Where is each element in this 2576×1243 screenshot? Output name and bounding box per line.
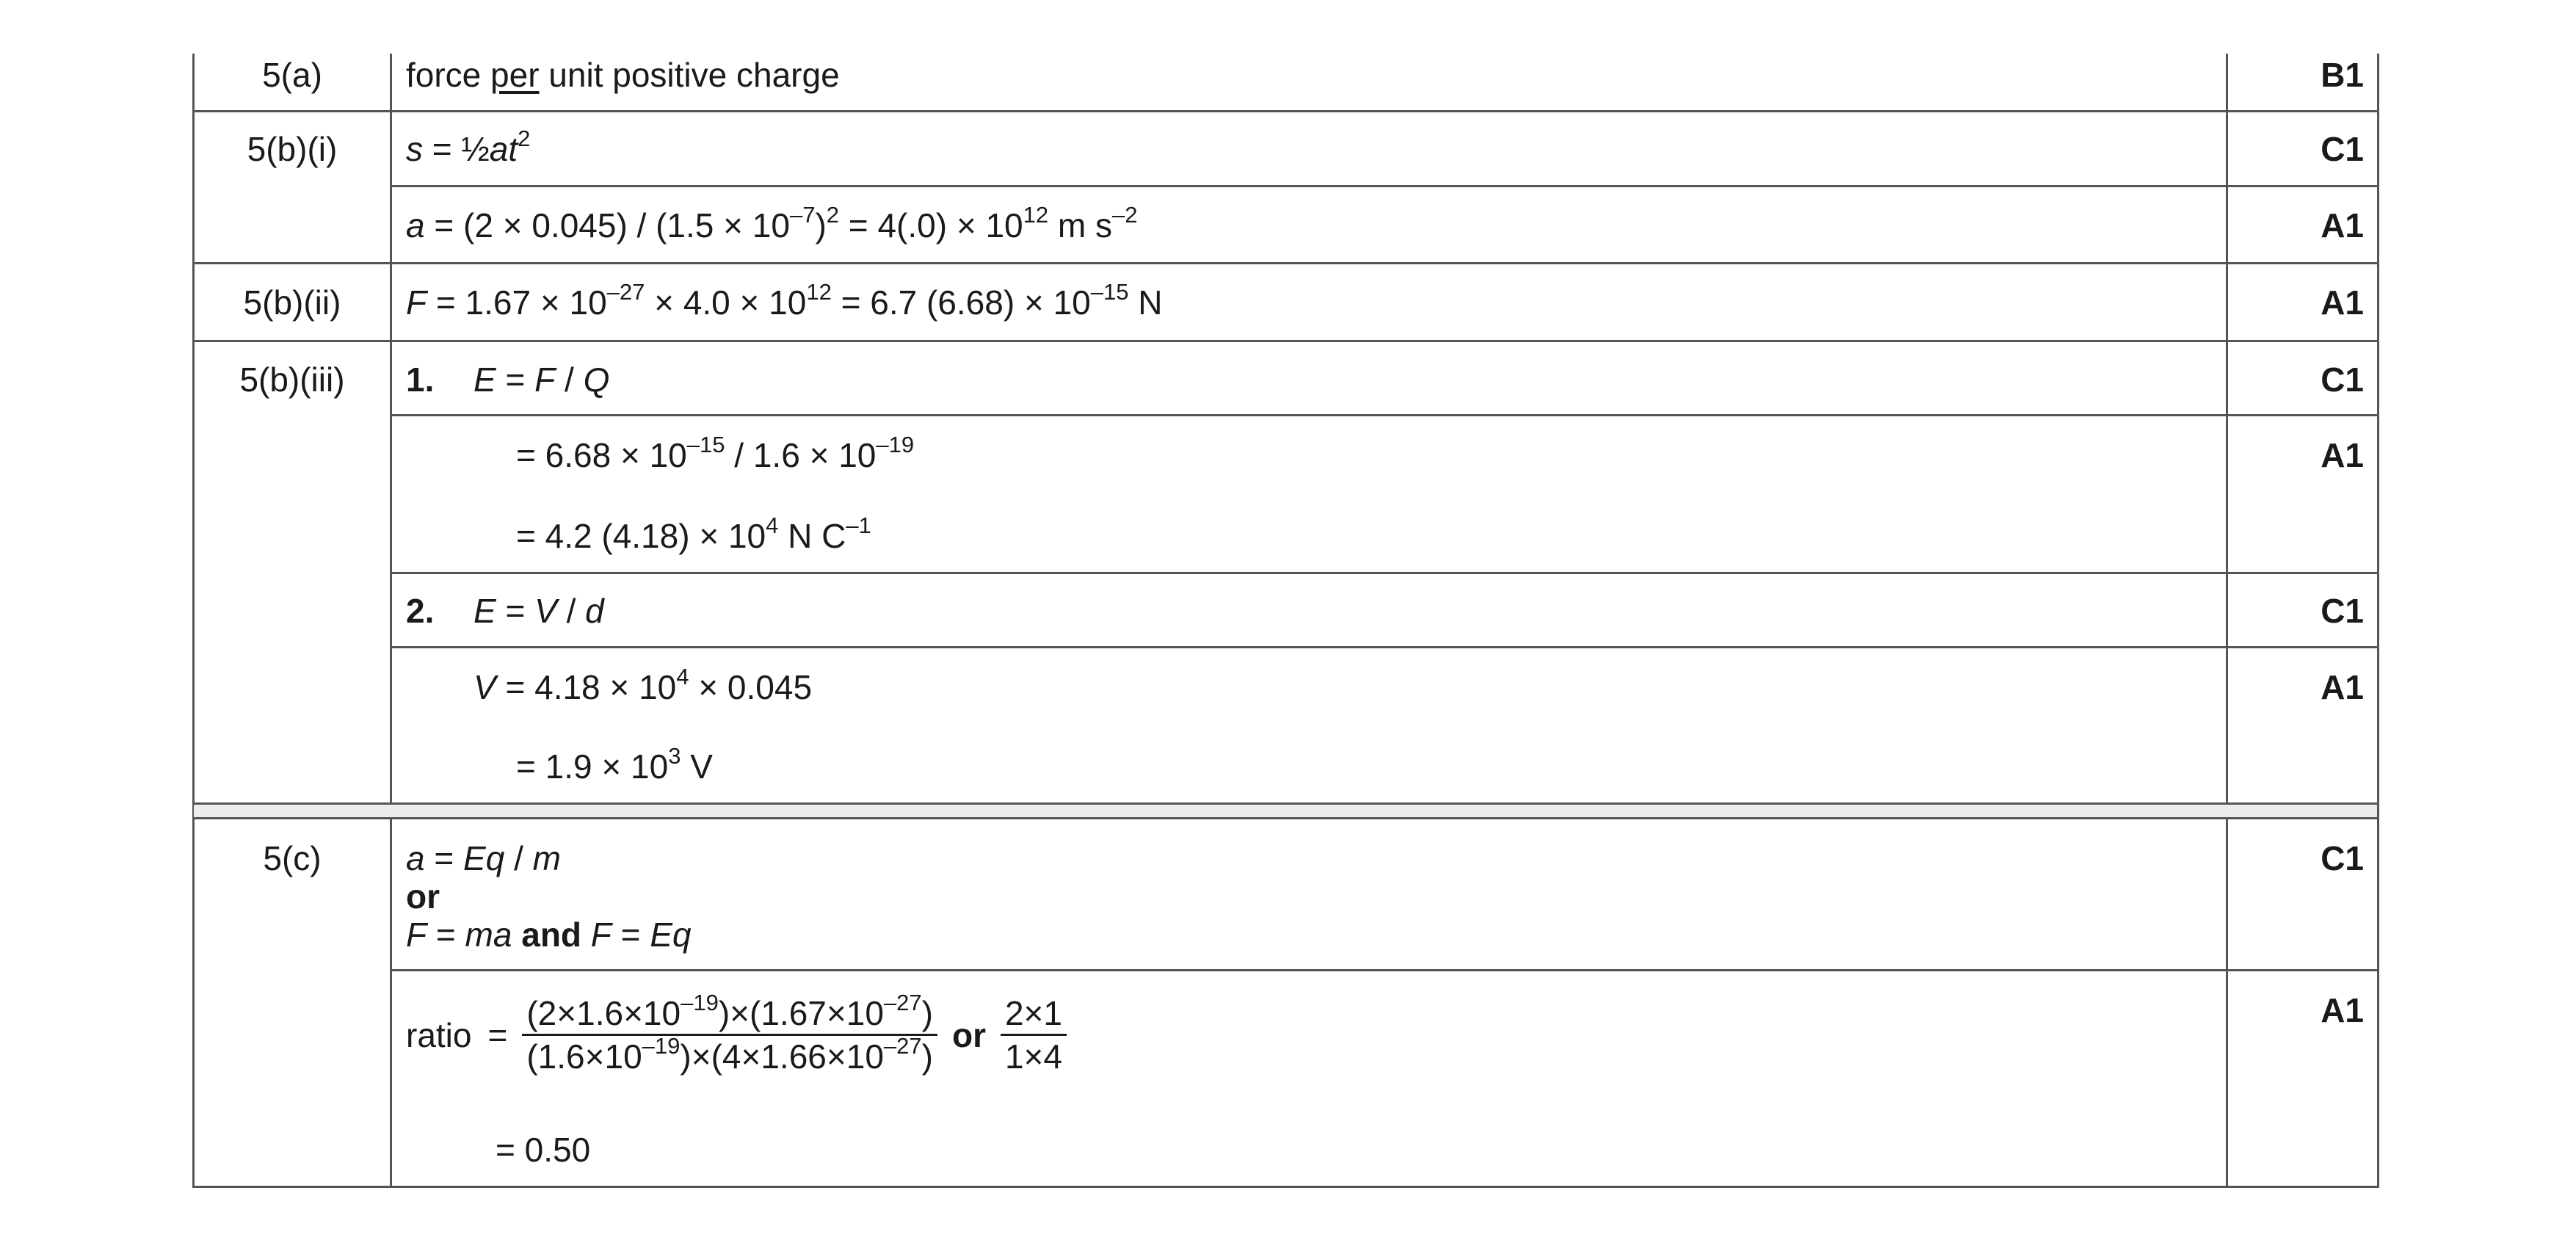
mark-code: C1 [2321, 360, 2364, 399]
fraction-numerator: 2×1 [1001, 993, 1067, 1036]
answer-text [474, 594, 604, 628]
answer-text [406, 594, 434, 628]
or-keyword: or [406, 877, 440, 916]
variable: Q [583, 360, 610, 399]
mark-code: C1 [2321, 592, 2364, 630]
exponent: –1 [846, 512, 871, 538]
subrow-border [390, 572, 2379, 574]
answer-text [474, 663, 813, 706]
answer-part: = 4(.0) × 10 [839, 206, 1023, 244]
answer-part: = 4.18 × 10 [496, 668, 677, 706]
answer-part: = ½ [423, 130, 490, 168]
answer-part: = 1.67 × 10 [427, 283, 607, 322]
subrow-border [390, 414, 2379, 416]
answer-text [406, 125, 531, 168]
exponent: 12 [1023, 201, 1049, 228]
mark-code: A1 [2321, 283, 2364, 322]
exponent: –15 [686, 431, 725, 457]
question-number: 5(b)(i) [247, 130, 338, 168]
variable: at [489, 130, 518, 168]
and-keyword: and [512, 916, 591, 954]
variable: F [534, 360, 556, 399]
step-number: 2. [406, 592, 435, 630]
exponent: –27 [606, 278, 645, 305]
exponent: 2 [518, 125, 531, 151]
exponent: –19 [681, 989, 719, 1015]
answer-part: / [556, 592, 586, 630]
row-border [192, 262, 2379, 264]
variable: ma [465, 916, 512, 954]
exponent: –15 [1090, 278, 1129, 305]
answer-part: N C [778, 517, 846, 555]
answer-part: / [504, 839, 533, 877]
answer-part: (2×1.6×10 [526, 994, 681, 1032]
exponent: –2 [1112, 201, 1138, 228]
exponent: –27 [883, 989, 922, 1015]
variable: a [406, 839, 425, 877]
subrow-border [390, 646, 2379, 648]
answer-text [516, 512, 871, 555]
row-border [192, 802, 2379, 805]
variable: F [406, 916, 427, 954]
exponent: –19 [876, 431, 915, 457]
variable: E [474, 592, 496, 630]
mark-code: A1 [2321, 668, 2364, 706]
answer-part: ) [921, 994, 933, 1032]
answer-part: = (2 × 0.045) / (1.5 × 10 [424, 206, 790, 244]
answer-part: = [496, 592, 535, 630]
variable: s [406, 130, 423, 168]
question-number: 5(b)(ii) [243, 283, 341, 322]
answer-part: ) [815, 206, 827, 244]
table-border-left [192, 54, 195, 1188]
question-number: 5(a) [262, 56, 322, 94]
answer-part: × 4.0 × 10 [645, 283, 807, 322]
answer-part: = [611, 916, 650, 954]
answer-part: / 1.6 × 10 [725, 436, 877, 474]
table-border-bottom [192, 1186, 2379, 1188]
equals-sign: = [487, 1015, 508, 1054]
question-number: 5(c) [263, 839, 322, 877]
mark-code: A1 [2321, 206, 2364, 244]
answer-part: )×(1.67×10 [718, 994, 884, 1032]
answer-part: = [496, 360, 535, 399]
answer-part: = 4.2 (4.18) × 10 [516, 517, 766, 555]
answer-part: × 0.045 [689, 668, 813, 706]
fraction-denominator [522, 1032, 937, 1077]
variable: Eq [463, 839, 505, 877]
answer-part: ) [921, 1037, 933, 1076]
answer-part: = 1.9 × 10 [516, 747, 669, 786]
row-border [192, 110, 2379, 112]
answer-part: = 6.7 (6.68) × 10 [831, 283, 1091, 322]
exponent: 12 [806, 278, 832, 305]
variable: F [590, 916, 612, 954]
mark-code: B1 [2321, 56, 2364, 94]
exponent: 4 [676, 663, 689, 689]
answer-part: unit positive charge [539, 56, 840, 94]
answer-text [516, 431, 915, 474]
step-number: 1. [406, 360, 435, 399]
mark-code: C1 [2321, 839, 2364, 877]
answer-part: = [424, 839, 464, 877]
mark-code: A1 [2321, 436, 2364, 474]
variable: V [534, 592, 557, 630]
answer-text [406, 201, 1138, 244]
exponent: –19 [642, 1032, 681, 1059]
answer-text: = 0.50 [496, 1131, 591, 1169]
subrow-border [390, 969, 2379, 971]
variable: a [406, 206, 425, 244]
exponent: 3 [668, 742, 681, 769]
answer-underlined: per [490, 56, 540, 94]
answer-part: / [555, 360, 584, 399]
question-number: 5(b)(iii) [239, 360, 345, 399]
answer-part: m s [1048, 206, 1113, 244]
mark-code: A1 [2321, 991, 2364, 1029]
answer-part: = 6.68 × 10 [516, 436, 687, 474]
answer-part: force [406, 56, 491, 94]
variable: Eq [650, 916, 692, 954]
ratio-equation [406, 989, 1071, 1077]
answer-part: N [1128, 283, 1163, 322]
answer-part: = [427, 916, 465, 954]
variable: d [585, 592, 604, 630]
answer-text [406, 877, 440, 916]
answer-text [406, 278, 1163, 322]
answer-part: )×(4×1.66×10 [680, 1037, 884, 1076]
simple-fraction [1001, 993, 1067, 1077]
table-border-right [2377, 54, 2379, 1188]
answer-text [406, 918, 692, 952]
fraction-numerator [522, 989, 937, 1036]
or-keyword: or [951, 1015, 986, 1054]
answer-text [474, 360, 610, 399]
column-divider-answer [2226, 54, 2228, 1188]
variable: V [474, 668, 496, 706]
answer-text [406, 58, 840, 92]
ratio-label: ratio [406, 1015, 472, 1054]
variable: E [474, 360, 496, 399]
exponent: 2 [826, 201, 840, 228]
answer-part: (1.6×10 [526, 1037, 642, 1076]
ratio-fraction [522, 989, 937, 1077]
fraction-denominator: 1×4 [1004, 1037, 1062, 1076]
answer-text [516, 742, 713, 786]
subrow-border [390, 185, 2379, 187]
exponent: 4 [766, 512, 779, 538]
answer-text [406, 360, 435, 399]
exponent: –7 [789, 201, 816, 228]
answer-part: V [681, 747, 713, 786]
row-border [192, 340, 2379, 342]
exponent: –27 [883, 1032, 922, 1059]
variable: F [406, 283, 427, 322]
page-break-band [194, 805, 2377, 818]
variable: m [532, 839, 561, 877]
row-border [192, 817, 2379, 819]
column-divider-question [390, 54, 392, 1188]
mark-code: C1 [2321, 130, 2364, 168]
answer-text [406, 841, 561, 875]
